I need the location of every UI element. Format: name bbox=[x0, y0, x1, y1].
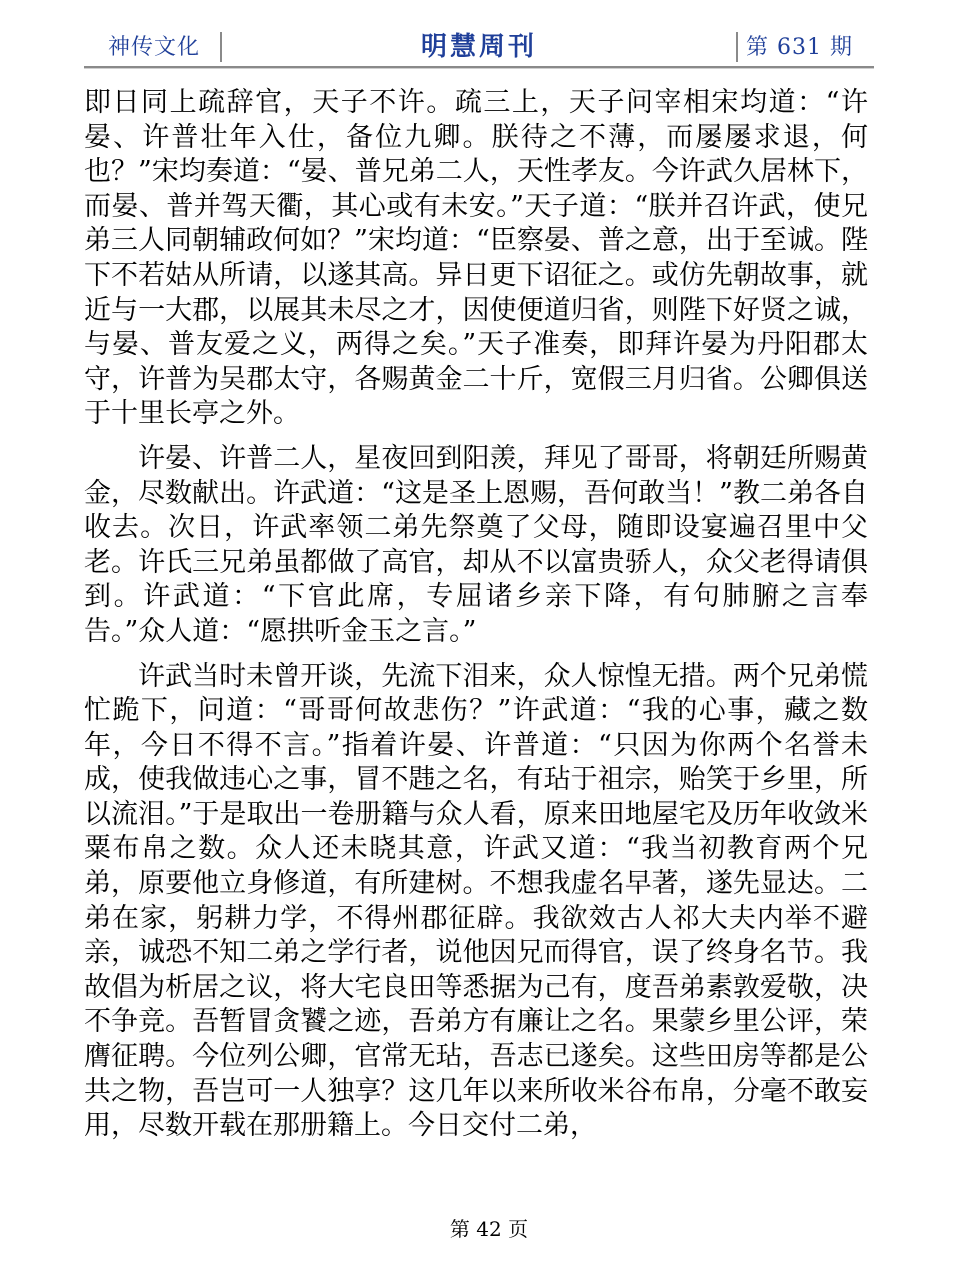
header-rule bbox=[84, 66, 874, 68]
paragraph-3: 许武当时未曾开谈，先流下泪来，众人惊惶无措。两个兄弟慌忙跪下，问道：“哥哥何故悲伤？”许武道：“我的心事，藏之数年，今日不得不言。”指着许晏、许普道：“只因为你两个名誉未成，使我做违心之事，冒不韪之名，有玷于祖宗，贻笑于乡里，所以流泪。”于是取出一卷册籍与众人看，原来田地屋宅及历年收敛米粟布帛之数。众人还未晓其意，许武又道：“我当初教育两个兄弟，原要他立身修道，有所建树。不想我虚名早著，遂先显达。二弟在家，躬耕力学，不得州郡征辟。我欲效古人祁大夫内举不避亲，诚恐不知二弟之学行者，说他因兄而得官，误了终身名节。我故倡为析居之议，将大宅良田等悉据为己有，度吾弟素敦爱敬，决不争竞。吾暂冒贪饕之迹，吾弟方有廉让之名。果蒙乡里公评，荣膺征聘。今位列公卿，官常无玷，吾志已遂矣。这些田房等都是公共之物，吾岂可一人独享？这几年以来所收米谷布帛，分毫不敢妄用，尽数开载在那册籍上。今日交付二弟， bbox=[84, 660, 868, 1142]
header-section-label: 神传文化 bbox=[108, 35, 201, 60]
page-number: 第 42 页 bbox=[449, 1217, 529, 1241]
article-body bbox=[84, 86, 868, 1144]
paragraph-1: 即日同上疏辞官，天子不许。疏三上，天子问宰相宋均道：“许晏、许普壮年入仕，备位九卿。朕待之不薄，而屡屡求退，何也？”宋均奏道：“晏、普兄弟二人，天性孝友。今许武久居林下，而晏、普并驾天衢，其心或有未安。”天子道：“朕并召许武，使兄弟三人同朝辅政何如？”宋均道：“臣察晏、普之意，出于至诚。陛下不若姑从所请，以遂其高。异日更下诏征之。或仿先朝故事，就近与一大郡，以展其未尽之才，因使便道归省，则陛下好贤之诚，与晏、普友爱之义，两得之矣。”天子准奏，即拜许晏为丹阳郡太守，许普为吴郡太守，各赐黄金二十斤，宽假三月归省。公卿俱送于十里长亭之外。 bbox=[84, 87, 868, 430]
paragraph-2: 许晏、许普二人，星夜回到阳羡，拜见了哥哥，将朝廷所赐黄金，尽数献出。许武道：“这是圣上恩赐，吾何敢当！”教二弟各自收去。次日，许武率领二弟先祭奠了父母，随即设宴遍召里中父老。许氏三兄弟虽都做了高官，却从不以富贵骄人，众父老得请俱到。许武道：“下官此席，专屈诸乡亲下降，有句肺腑之言奉告。”众人道：“愿拱听金玉之言。” bbox=[84, 442, 868, 647]
header-publication-title: 明慧周刊 bbox=[420, 32, 537, 62]
page-header bbox=[84, 26, 874, 66]
header-issue-number: 第 631 期 bbox=[746, 35, 853, 60]
header-divider-right bbox=[736, 32, 738, 62]
